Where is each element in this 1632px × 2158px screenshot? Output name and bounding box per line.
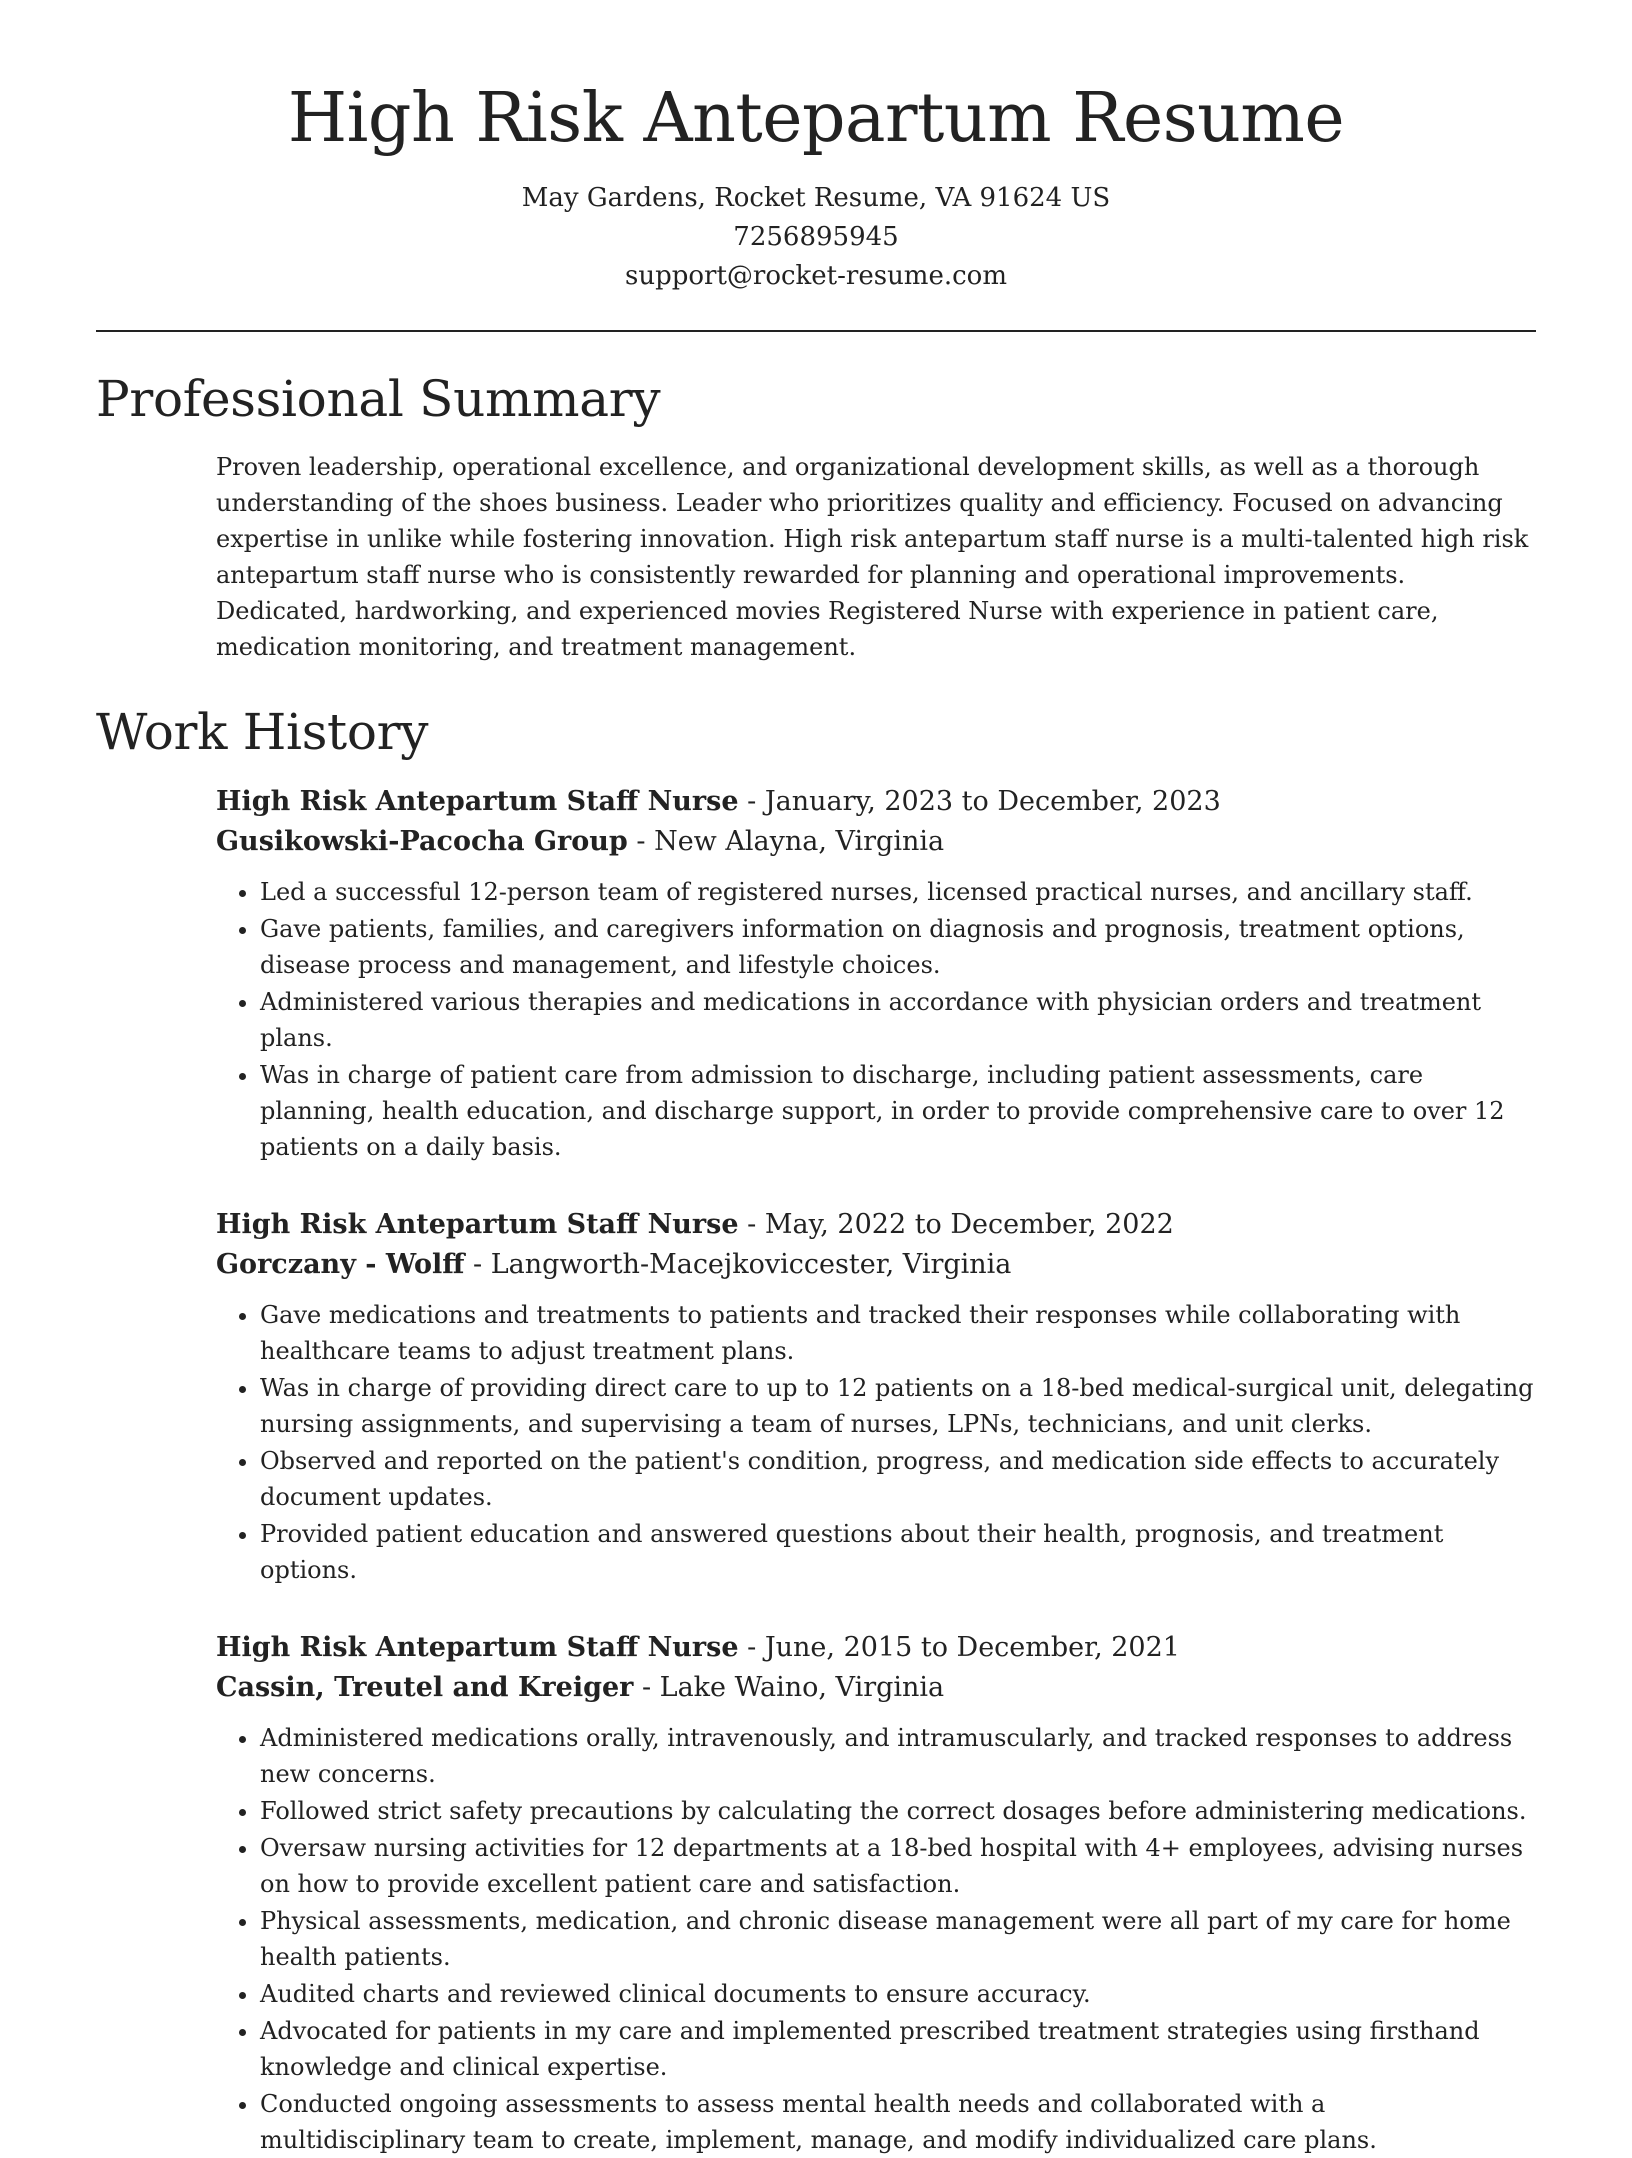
job-separator: - bbox=[738, 785, 765, 817]
list-item: • Was in charge of providing direct care to up to 12 patients on a 18-bed medical-surgical unit, delegating nursing assignments, and supervising a team of nurses, LPNs, technicians, and unit clerks. bbox=[260, 1370, 1536, 1442]
job-position: High Risk Antepartum Staff Nurse bbox=[216, 1631, 739, 1663]
job-title-line bbox=[216, 1205, 1536, 1245]
job-separator: - bbox=[738, 1631, 765, 1663]
job-separator: - bbox=[633, 1671, 660, 1703]
resume-header bbox=[0, 0, 1632, 296]
contact-email: support@rocket-resume.com bbox=[624, 260, 1007, 291]
job-bullets bbox=[216, 1720, 1536, 2158]
job-company-line bbox=[216, 1245, 1536, 1285]
list-item: • Audited charts and reviewed clinical documents to ensure accuracy. bbox=[260, 1976, 1536, 2012]
header-divider bbox=[96, 330, 1536, 332]
summary-text: Proven leadership, operational excellence, and organizational development skills, as well as a thorough understanding of the shoes business. Leader who prioritizes quality and efficiency. Focused on advancing expertise in unlike while fostering innovation. High risk antepartum staff nurse is a multi-talented high risk antepartum staff nurse who is consistently rewarded for planning and operational improvements. Dedicated, hardworking, and experienced movies Registered Nurse with experience in patient care, medication monitoring, and treatment management. bbox=[216, 452, 1529, 661]
list-item: • Administered various therapies and medications in accordance with physician orders and treatment plans. bbox=[260, 984, 1536, 1056]
list-item: • Led a successful 12-person team of registered nurses, licensed practical nurses, and ancillary staff. bbox=[260, 874, 1536, 910]
contact-phone: 7256895945 bbox=[733, 221, 899, 252]
job-dates: January, 2023 to December, 2023 bbox=[764, 785, 1221, 817]
job-company-line bbox=[216, 822, 1536, 862]
job-dates: May, 2022 to December, 2022 bbox=[764, 1208, 1174, 1240]
section-title-summary: Professional Summary bbox=[96, 369, 661, 428]
list-item: • Advocated for patients in my care and implemented prescribed treatment strategies using firsthand knowledge and clinical expertise. bbox=[260, 2013, 1536, 2085]
job-entry bbox=[216, 1205, 1536, 1588]
list-item: • Conducted ongoing assessments to assess mental health needs and collaborated with a multidisciplinary team to create, implement, manage, and modify individualized care plans. bbox=[260, 2086, 1536, 2158]
job-bullets bbox=[216, 1297, 1536, 1588]
jobs-list bbox=[216, 782, 1536, 2158]
resume-title: High Risk Antepartum Resume bbox=[287, 79, 1345, 158]
list-item: • Followed strict safety precautions by calculating the correct dosages before administering medications. bbox=[260, 1793, 1536, 1829]
list-item: • Administered medications orally, intravenously, and intramuscularly, and tracked responses to address new concerns. bbox=[260, 1720, 1536, 1792]
contact-block bbox=[0, 179, 1632, 296]
list-item: • Gave medications and treatments to patients and tracked their responses while collaborating with healthcare teams to adjust treatment plans. bbox=[260, 1297, 1536, 1369]
section-title-work-history: Work History bbox=[96, 702, 429, 761]
job-company: Gorczany - Wolff bbox=[216, 1248, 465, 1280]
job-position: High Risk Antepartum Staff Nurse bbox=[216, 1208, 739, 1240]
list-item: • Provided patient education and answered questions about their health, prognosis, and treatment options. bbox=[260, 1516, 1536, 1588]
list-item: • Observed and reported on the patient's condition, progress, and medication side effects to accurately document updates. bbox=[260, 1443, 1536, 1515]
job-entry bbox=[216, 782, 1536, 1165]
list-item: • Oversaw nursing activities for 12 departments at a 18-bed hospital with 4+ employees, advising nurses on how to provide excellent patient care and satisfaction. bbox=[260, 1830, 1536, 1902]
job-bullets bbox=[216, 874, 1536, 1165]
job-company: Cassin, Treutel and Kreiger bbox=[216, 1671, 634, 1703]
job-entry bbox=[216, 1628, 1536, 2158]
job-company-line bbox=[216, 1668, 1536, 1708]
job-location: New Alayna, Virginia bbox=[654, 825, 945, 857]
job-location: Lake Waino, Virginia bbox=[659, 1671, 945, 1703]
professional-summary-section bbox=[0, 369, 1632, 665]
job-dates: June, 2015 to December, 2021 bbox=[764, 1631, 1180, 1663]
job-position: High Risk Antepartum Staff Nurse bbox=[216, 785, 739, 817]
job-title-line bbox=[216, 1628, 1536, 1668]
job-company: Gusikowski-Pacocha Group bbox=[216, 825, 628, 857]
job-location: Langworth-Macejkoviccester, Virginia bbox=[490, 1248, 1012, 1280]
job-separator: - bbox=[738, 1208, 765, 1240]
job-title-line bbox=[216, 782, 1536, 822]
list-item: • Gave patients, families, and caregivers information on diagnosis and prognosis, treatment options, disease process and management, and lifestyle choices. bbox=[260, 911, 1536, 983]
work-history-section bbox=[0, 702, 1632, 2158]
job-separator: - bbox=[464, 1248, 491, 1280]
job-separator: - bbox=[627, 825, 655, 857]
list-item: • Was in charge of patient care from admission to discharge, including patient assessments, care planning, health education, and discharge support, in order to provide comprehensive care to over 12 patients on a daily basis. bbox=[260, 1057, 1536, 1165]
list-item: • Physical assessments, medication, and chronic disease management were all part of my care for home health patients. bbox=[260, 1903, 1536, 1975]
contact-address: May Gardens, Rocket Resume, VA 91624 US bbox=[521, 182, 1111, 213]
